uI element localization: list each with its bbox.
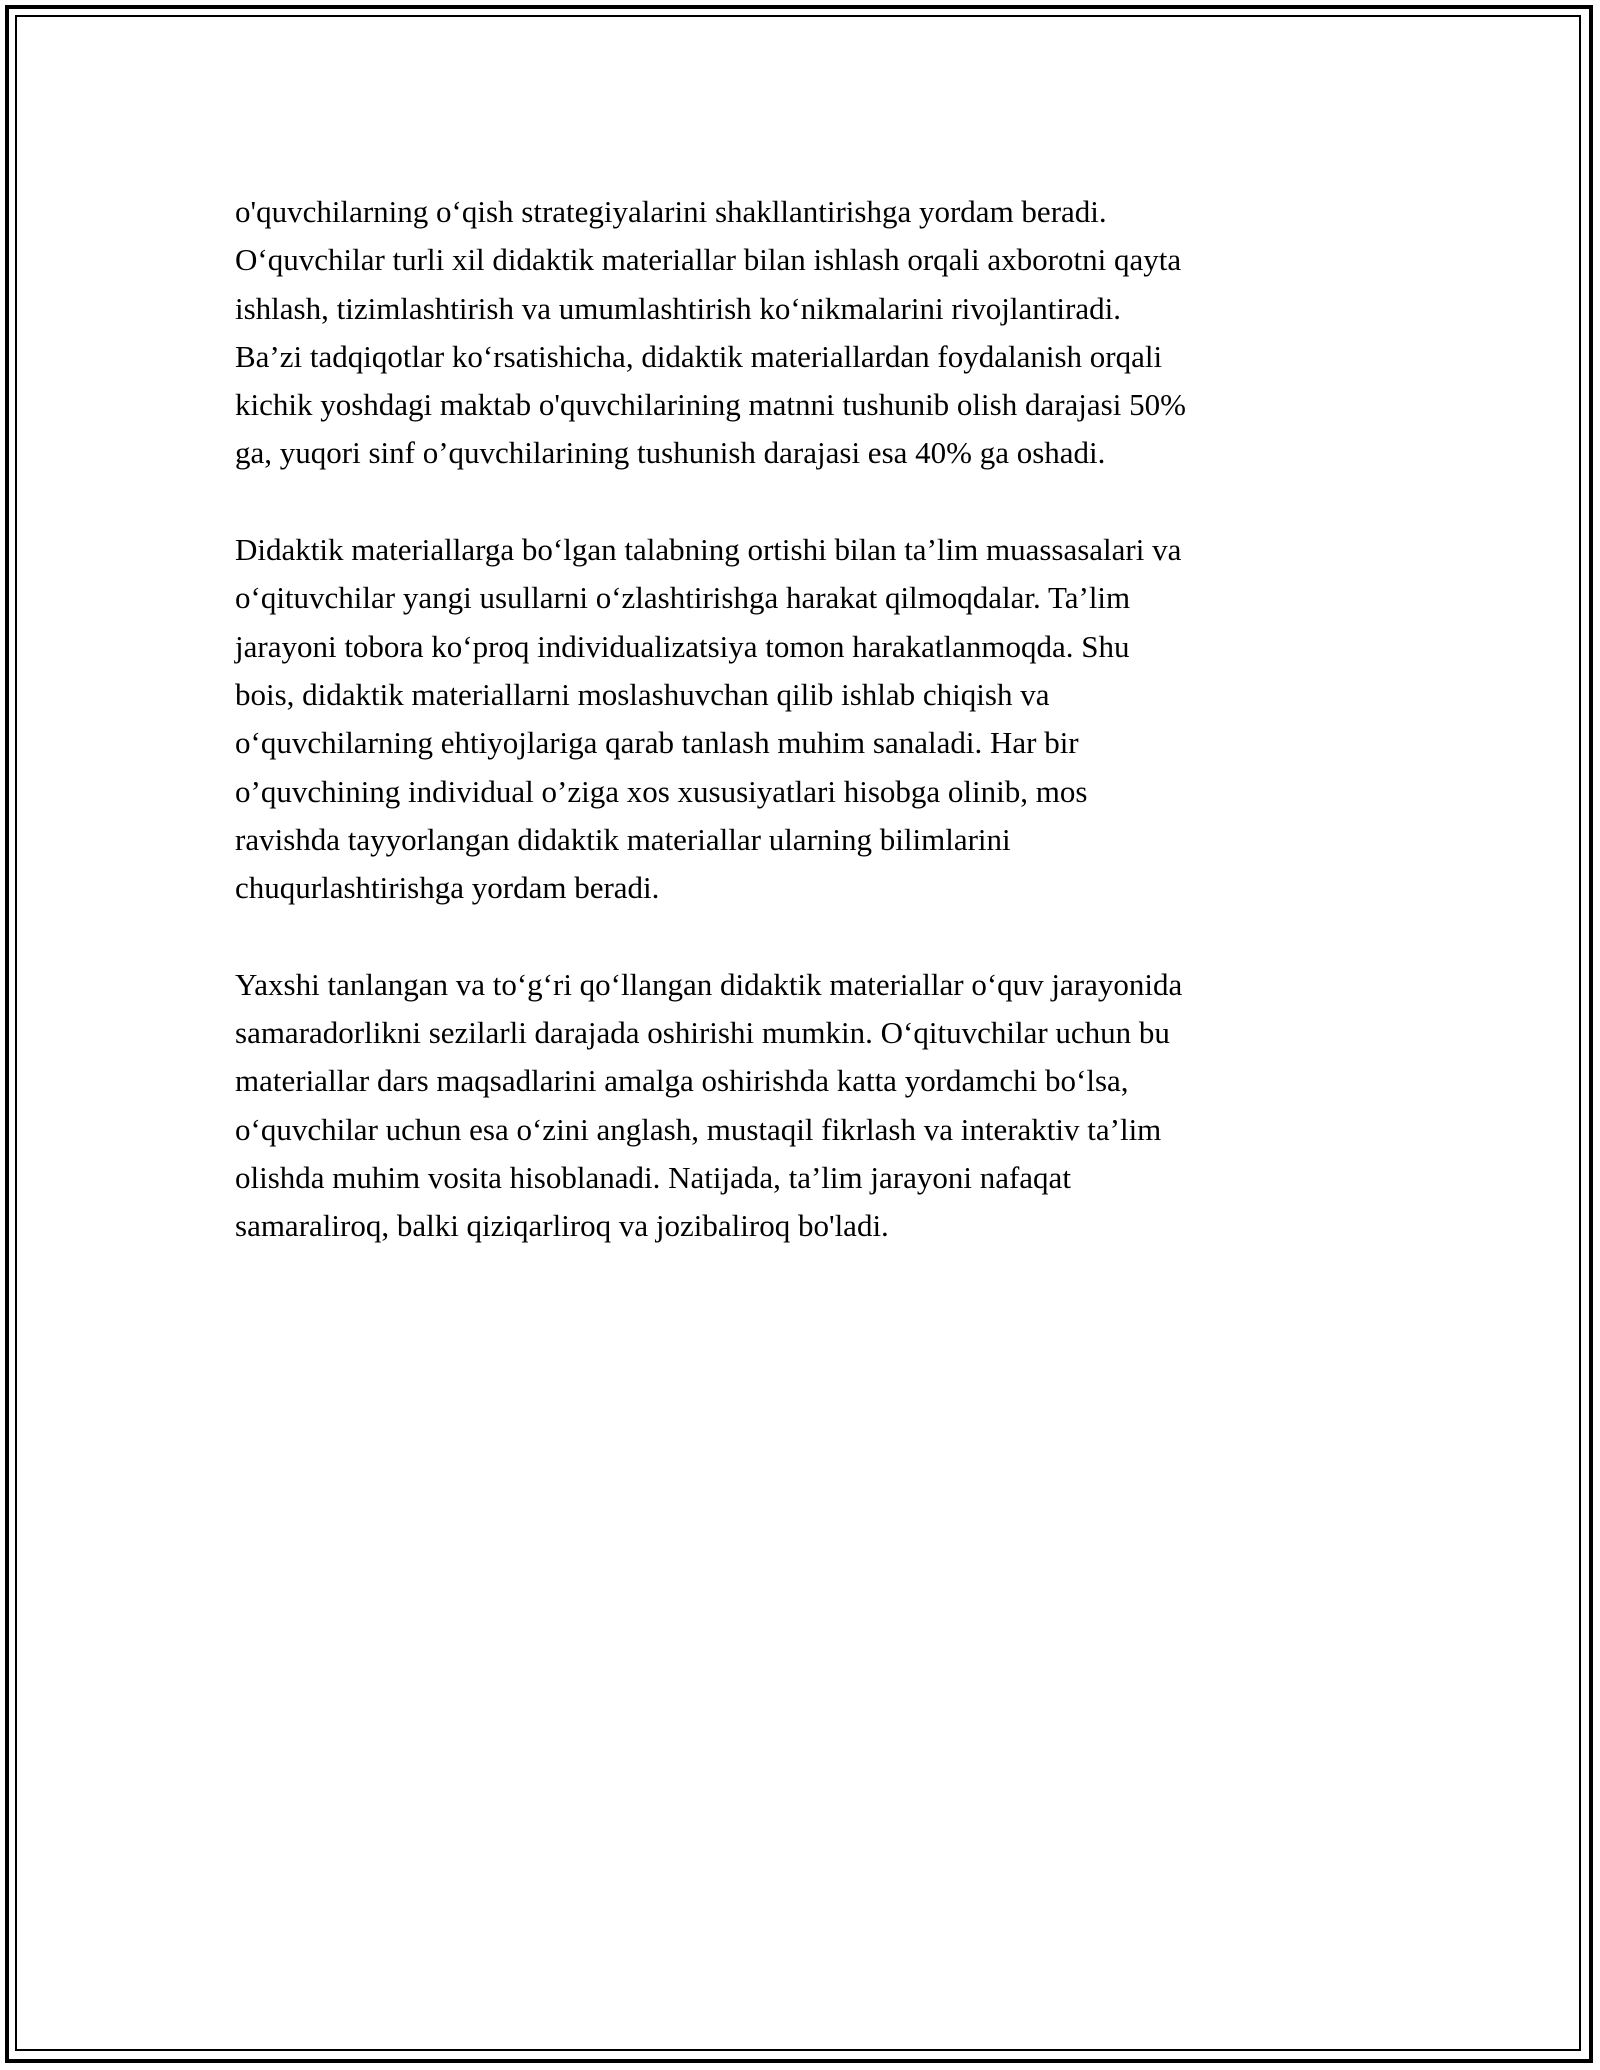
text-line: kichik yoshdagi maktab o'quvchilarining matnni tushunib olish darajasi 50%	[235, 387, 1186, 423]
text-line: o‘quvchilar uchun esa o‘zini anglash, mustaqil fikrlash va interaktiv ta’lim	[235, 1111, 1162, 1147]
text-line: o‘qituvchilar yangi usullarni o‘zlashtirishga harakat qilmoqdalar. Ta’lim	[235, 580, 1131, 616]
text-line: Didaktik materiallarga bo‘lgan talabning ortishi bilan ta’lim muassasalari va	[235, 532, 1182, 568]
paragraph-3	[235, 961, 1385, 1251]
text-line: o’quvchining individual o’ziga xos xususiyatlari hisobga olinib, mos	[235, 773, 1088, 809]
text-line: Yaxshi tanlangan va to‘g‘ri qo‘llangan didaktik materiallar o‘quv jarayonida	[235, 966, 1183, 1002]
paragraph-2	[235, 526, 1385, 912]
text-line: ga, yuqori sinf o’quvchilarining tushunish darajasi esa 40% ga oshadi.	[235, 435, 1106, 471]
text-line: chuqurlashtirishga yordam beradi.	[235, 870, 660, 906]
text-line: samaraliroq, balki qiziqarliroq va jozibaliroq bo'ladi.	[235, 1208, 889, 1244]
text-line: o'quvchilarning o‘qish strategiyalarini shakllantirishga yordam beradi.	[235, 194, 1107, 229]
text-line: samaradorlikni sezilarli darajada oshirishi mumkin. O‘qituvchilar uchun bu	[235, 1015, 1170, 1051]
text-line: ishlash, tizimlashtirish va umumlashtirish ko‘nikmalarini rivojlantiradi.	[235, 290, 1121, 326]
text-line: o‘quvchilarning ehtiyojlariga qarab tanlash muhim sanaladi. Har bir	[235, 725, 1079, 761]
paragraph-1	[235, 188, 1385, 478]
text-line: materiallar dars maqsadlarini amalga oshirishda katta yordamchi bo‘lsa,	[235, 1063, 1129, 1099]
text-line: jarayoni tobora ko‘proq individualizatsiya tomon harakatlanmoqda. Shu	[235, 628, 1130, 664]
text-line: O‘quvchilar turli xil didaktik materiallar bilan ishlash orqali axborotni qayta	[235, 242, 1182, 278]
text-line: ravishda tayyorlangan didaktik materiallar ularning bilimlarini	[235, 821, 1011, 857]
text-line: bois, didaktik materiallarni moslashuvchan qilib ishlab chiqish va	[235, 676, 1050, 712]
document-body	[235, 188, 1385, 1299]
text-line: olishda muhim vosita hisoblanadi. Natijada, ta’lim jarayoni nafaqat	[235, 1159, 1071, 1195]
text-line: Ba’zi tadqiqotlar ko‘rsatishicha, didaktik materiallardan foydalanish orqali	[235, 338, 1163, 374]
